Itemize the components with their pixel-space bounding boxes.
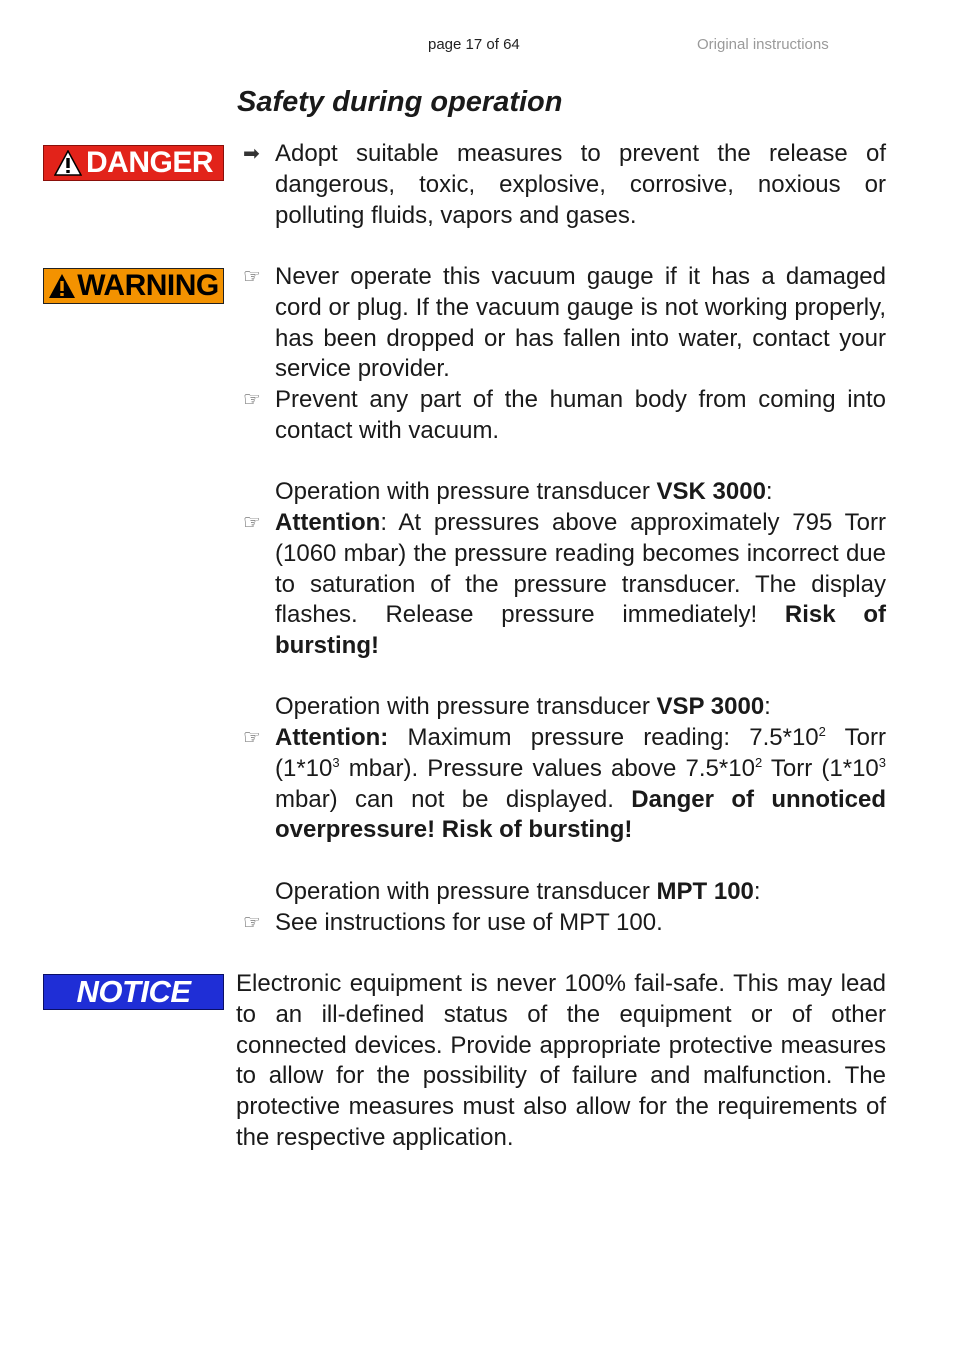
arrow-bullet-icon: ➡	[243, 143, 260, 165]
warning-item-damaged-cord: Never operate this vacuum gauge if it has a damaged cord or plug. If the vacuum gauge is not working properly, has been dropped or has fallen into water, contact your service provider.	[275, 263, 886, 383]
warning-item-body-contact: Prevent any part of the human body from coming into contact with vacuum.	[275, 386, 886, 444]
page-number: page 17 of 64	[428, 36, 520, 53]
hand-pointer-icon: ☞	[243, 912, 261, 934]
vsp-attention: Attention: Maximum pressure reading: $7.5*10^2$ Torr ($1*10^3$ mbar). Pressure values above $7.5*10^2$ Torr ($1*10^3$ mbar) can not be displayed. Danger of unnoticed overpressure! Risk of bursting!	[275, 724, 886, 844]
mpt-intro: Operation with pressure transducer MPT 100:	[275, 878, 761, 905]
mpt-model: MPT 100	[656, 878, 754, 905]
notice-label	[43, 974, 224, 1010]
vsk-model: VSK 3000	[656, 478, 766, 505]
vsp-model: VSP 3000	[656, 693, 765, 720]
vsk-attention: Attention: At pressures above approximately 795 Torr (1060 mbar) the pressure reading becomes incorrect due to saturation of the pressure transducer. The display flashes. Release pressure immediately! Risk of bursting!	[275, 509, 886, 660]
document-type: Original instructions	[697, 36, 829, 53]
danger-label	[43, 145, 224, 181]
warning-label-text: WARNING	[77, 269, 219, 302]
hand-pointer-icon: ☞	[243, 727, 261, 749]
warning-triangle-icon	[54, 150, 82, 176]
notice-text: Electronic equipment is never 100% fail-safe. This may lead to an ill-defined status of the equipment or of other connected devices. Provide appropriate protective measures to allow for the possibility of failure and malfunction. The protective measures must also allow for the requirements of the respective application.	[236, 970, 886, 1151]
warning-triangle-icon	[48, 273, 76, 299]
mpt-instructions: See instructions for use of MPT 100.	[275, 909, 663, 936]
hand-pointer-icon: ☞	[243, 389, 261, 411]
hand-pointer-icon: ☞	[243, 512, 261, 534]
danger-text: Adopt suitable measures to prevent the release of dangerous, toxic, explosive, corrosive, noxious or polluting fluids, vapors and gases.	[275, 140, 886, 229]
section-title: Safety during operation	[237, 86, 563, 118]
vsp-intro: Operation with pressure transducer VSP 3000:	[275, 693, 771, 720]
notice-label-text: NOTICE	[76, 974, 191, 1009]
warning-label	[43, 268, 224, 304]
vsk-intro: Operation with pressure transducer VSK 3000:	[275, 478, 773, 505]
hand-pointer-icon: ☞	[243, 266, 261, 288]
danger-label-text: DANGER	[85, 146, 213, 179]
